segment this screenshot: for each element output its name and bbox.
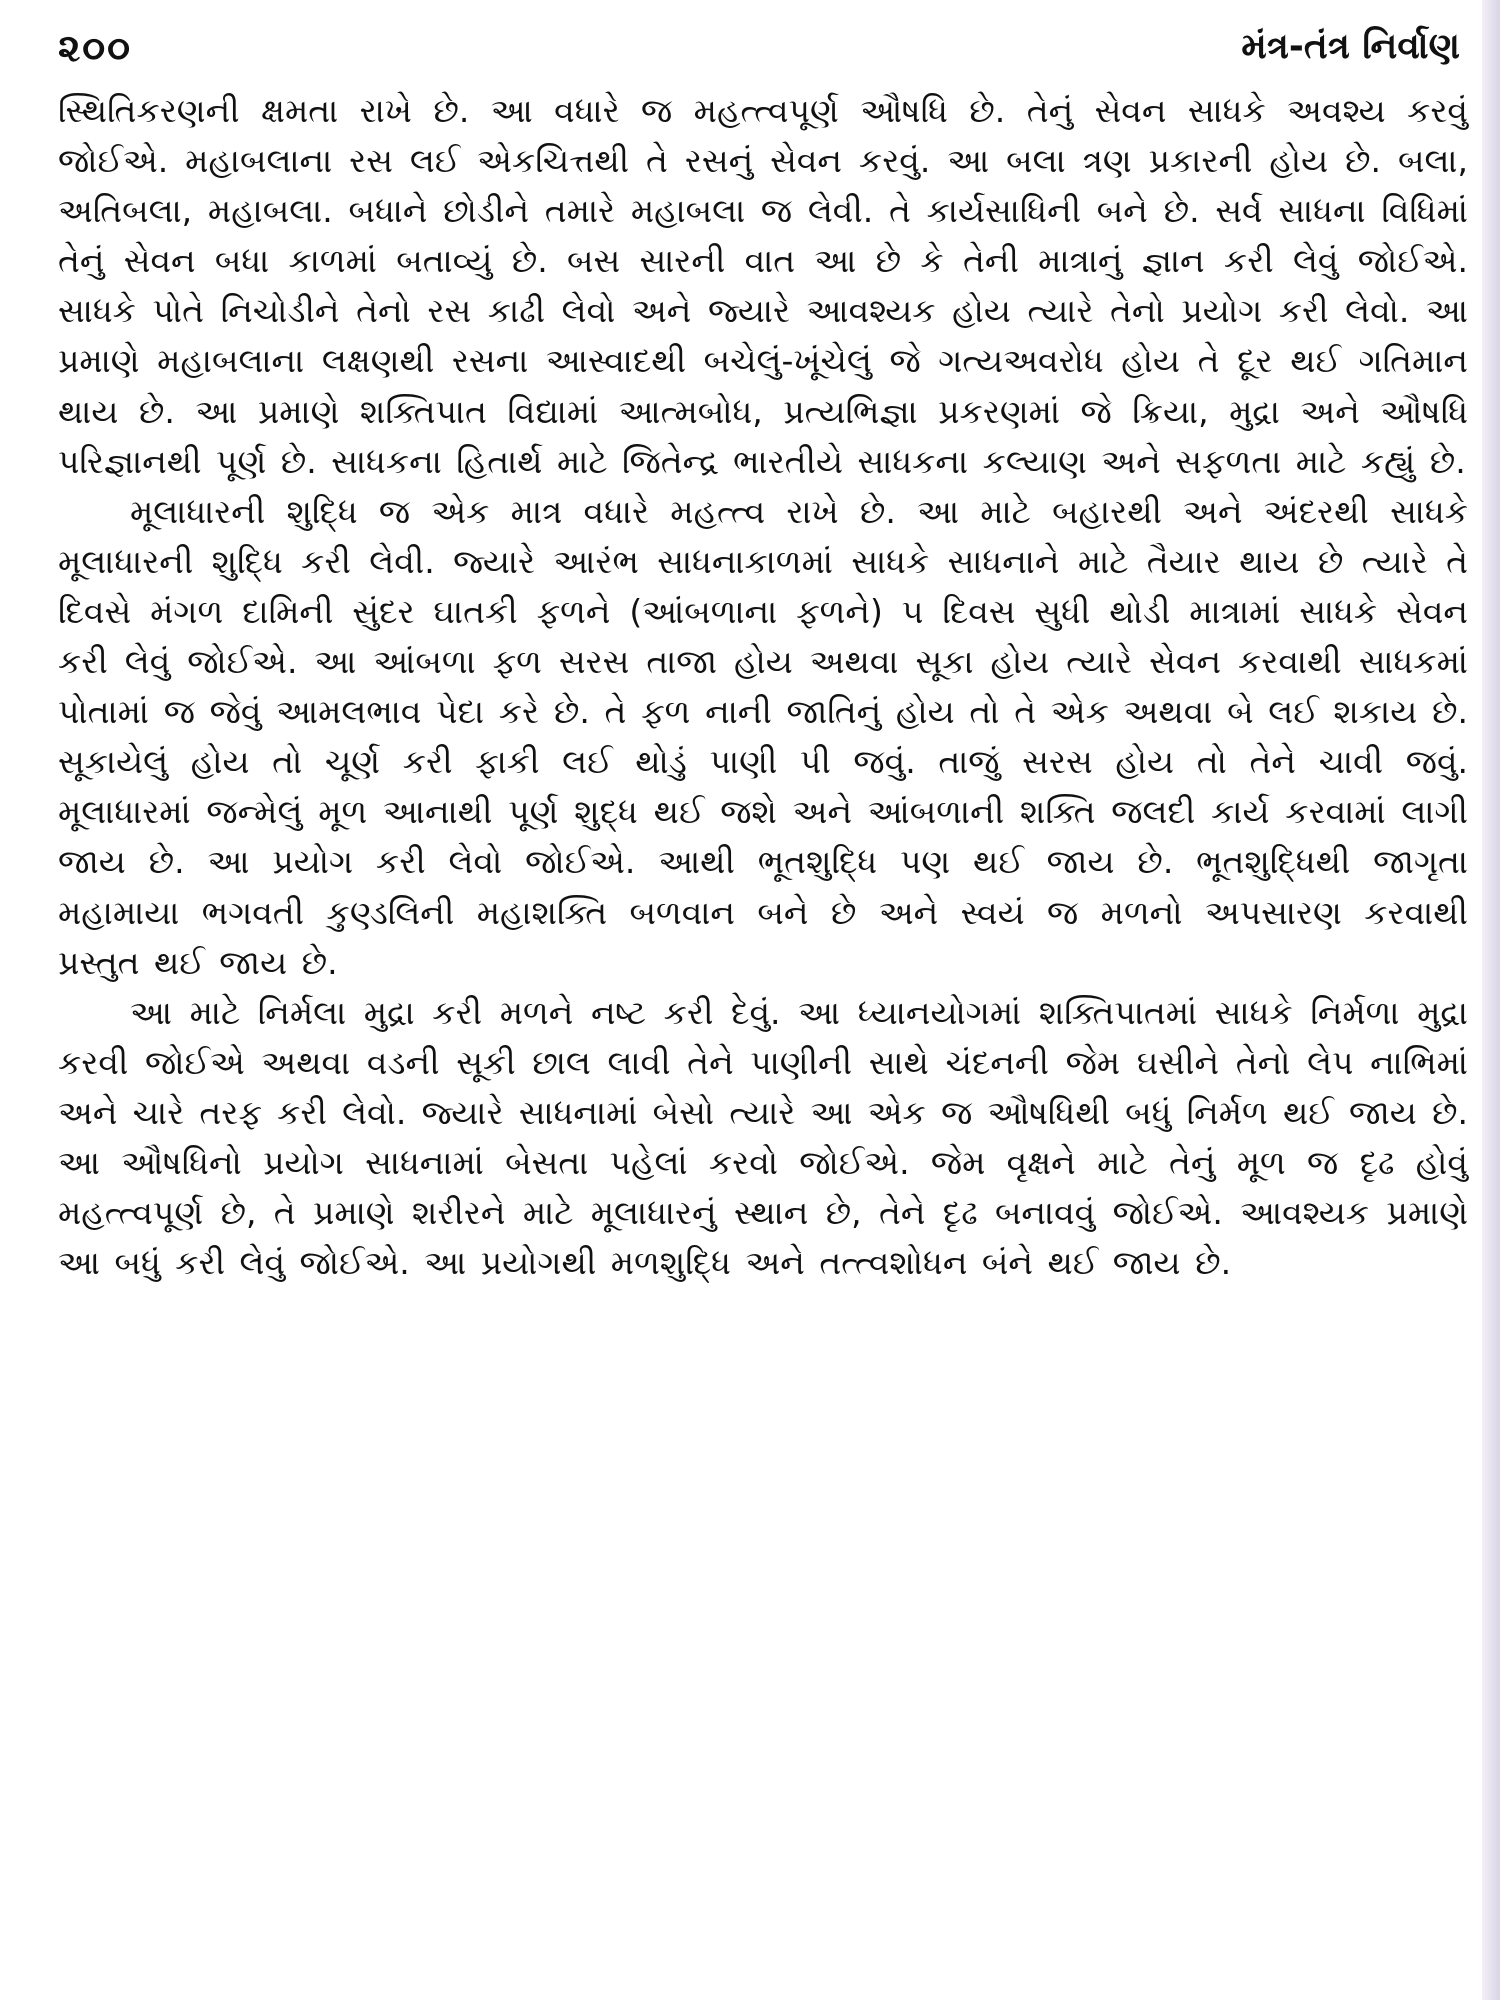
paragraph-3: આ માટે નિર્મલા મુદ્રા કરી મળને નષ્ટ કરી દેવું. આ ધ્યાનયોગમાં શક્તિપાતમાં સાધકે નિર્મળા મુદ્રા કરવી જોઈએ અથવા વડની સૂકી છાલ લાવી તેને પાણીની સાથે ચંદનની જેમ ઘસીને તેનો લેપ નાભિમાં અને ચારે તરફ કરી લેવો. જ્યારે સાધનામાં બેસો ત્યારે આ એક જ ઔષધિથી બધું નિર્મળ થઈ જાય છે. આ ઔષધિનો પ્રયોગ સાધનામાં બેસતા પહેલાં કરવો જોઈએ. જેમ વૃક્ષને માટે તેનું મૂળ જ દૃઢ હોવું મહત્ત્વપૂર્ણ છે, તે પ્રમાણે શરીરને માટે મૂલાધારનું સ્થાન છે, તેને દૃઢ બનાવવું જોઈએ. આવશ્યક પ્રમાણે આ બધું કરી લેવું જોઈએ. આ પ્રયોગથી મળશુદ્ધિ અને તત્ત્વશોધન બંને થઈ જાય છે. — [58, 992, 1468, 1283]
paragraph-1: સ્થિતિકરણની ક્ષમતા રાખે છે. આ વધારે જ મહત્ત્વપૂર્ણ ઔષધિ છે. તેનું સેવન સાધકે અવશ્ય કરવું જોઈએ. મહાબલાના રસ લઈ એકચિત્તથી તે રસનું સેવન કરવું. આ બલા ત્રણ પ્રકારની હોય છે. બલા, અતિબલા, મહાબલા. બધાને છોડીને તમારે મહાબલા જ લેવી. તે કાર્યસાધિની બને છે. સર્વ સાધના વિધિમાં તેનું સેવન બધા કાળમાં બતાવ્યું છે. બસ સારની વાત આ છે કે તેની માત્રાનું જ્ઞાન કરી લેવું જોઈએ. સાધકે પોતે નિચોડીને તેનો રસ કાઢી લેવો અને જ્યારે આવશ્યક હોય ત્યારે તેનો પ્રયોગ કરી લેવો. આ પ્રમાણે મહાબલાના લક્ષણથી રસના આસ્વાદથી બચેલું-ખૂંચેલું જે ગત્યઅવરોધ હોય તે દૂર થઈ ગતિમાન થાય છે. આ પ્રમાણે શક્તિપાત વિદ્યામાં આત્મબોધ, પ્રત્યભિજ્ઞા પ્રકરણમાં જે ક્રિયા, મુદ્રા અને ઔષધિ પરિજ્ઞાનથી પૂર્ણ છે. સાધકના હિતાર્થ માટે જિતેન્દ્ર ભારતીયે સાધકના કલ્યાણ અને સફળતા માટે કહ્યું છે. — [58, 91, 1468, 481]
page-edge-shadow — [1482, 0, 1500, 2000]
body-text — [58, 86, 1468, 1288]
page-number: ૨૦૦ — [58, 26, 133, 70]
page-header — [58, 26, 1460, 86]
running-title: મંત્ર-તંત્ર નિર્વાણ — [1241, 26, 1460, 67]
paragraph-2: મૂલાધારની શુદ્ધિ જ એક માત્ર વધારે મહત્ત્વ રાખે છે. આ માટે બહારથી અને અંદરથી સાધકે મૂલાધારની શુદ્ધિ કરી લેવી. જ્યારે આરંભ સાધનાકાળમાં સાધકે સાધનાને માટે તૈયાર થાય છે ત્યારે તે દિવસે મંગળ દામિની સુંદર ઘાતકી ફળને (આંબળાના ફળને) ૫ દિવસ સુધી થોડી માત્રામાં સાધકે સેવન કરી લેવું જોઈએ. આ આંબળા ફળ સરસ તાજા હોય અથવા સૂકા હોય ત્યારે સેવન કરવાથી સાધકમાં પોતામાં જ જેવું આમલભાવ પેદા કરે છે. તે ફળ નાની જાતિનું હોય તો તે એક અથવા બે લઈ શકાય છે. સૂકાયેલું હોય તો ચૂર્ણ કરી ફાકી લઈ થોડું પાણી પી જવું. તાજું સરસ હોય તો તેને ચાવી જવું. મૂલાધારમાં જન્મેલું મૂળ આનાથી પૂર્ણ શુદ્ધ થઈ જશે અને આંબળાની શક્તિ જલદી કાર્ય કરવામાં લાગી જાય છે. આ પ્રયોગ કરી લેવો જોઈએ. આથી ભૂતશુદ્ધિ પણ થઈ જાય છે. ભૂતશુદ્ધિથી જાગૃતા મહામાયા ભગવતી કુણ્ડલિની મહાશક્તિ બળવાન બને છે અને સ્વયં જ મળનો અપસારણ કરવાથી પ્રસ્તુત થઈ જાય છે. — [58, 491, 1468, 982]
